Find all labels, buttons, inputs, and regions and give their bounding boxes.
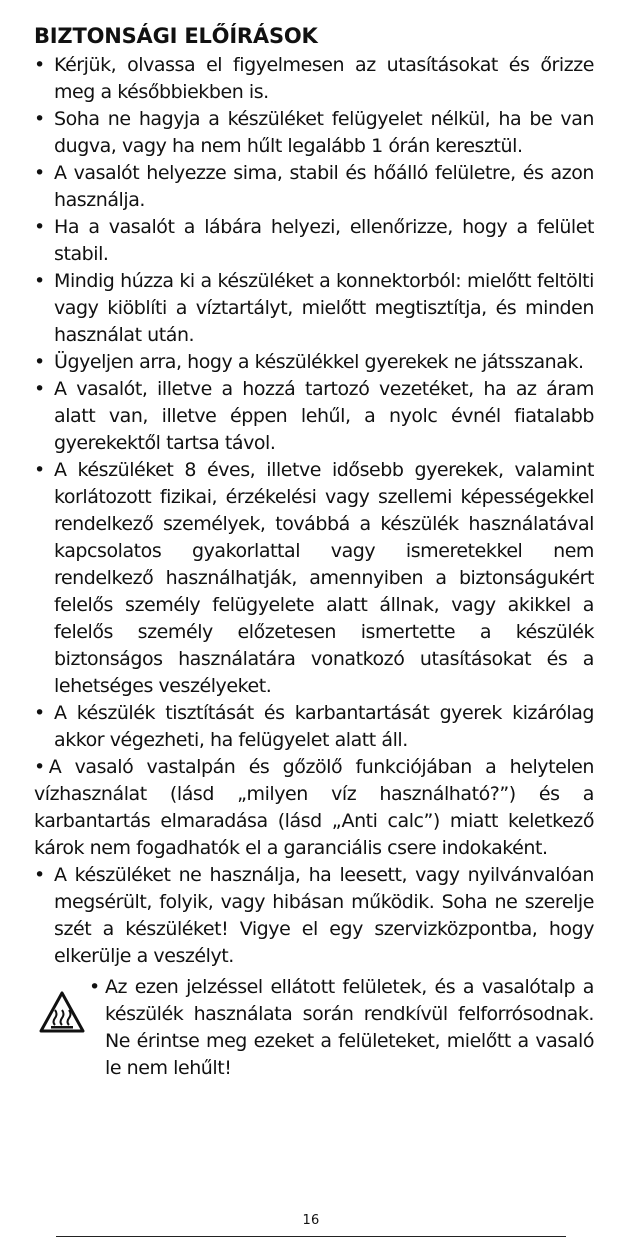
safety-item-text: Soha ne hagyja a készüléket felügyelet nélkül, ha be van dugva, vagy ha nem hűlt legalább 1 órán keresztül. xyxy=(54,108,594,157)
bullet: • xyxy=(34,108,45,130)
bullet: • xyxy=(34,216,45,238)
safety-item-4 xyxy=(34,214,594,268)
page-title: BIZTONSÁGI ELŐÍRÁSOK xyxy=(34,24,318,48)
bullet: • xyxy=(34,756,45,778)
safety-item-text: A készüléket 8 éves, illetve idősebb gyerekek, valamint korlátozott fizikai, érzékelési vagy szellemi képességekkel rendelkező személyek, továbbá a készülék használatával kapcsolatos gyakorlattal vagy ismeretekkel nem rendelkező használhatják, amennyiben a biztonságukért felelős személy felügyelete alatt állnak, vagy akikkel a felelős személy előzetesen ismertette a készülék biztonságos használatára vonatkozó utasításokat és a lehetséges veszélyeket. xyxy=(54,459,594,697)
safety-item-text: A vasalót, illetve a hozzá tartozó vezetéket, ha az áram alatt van, illetve éppen lehűl, a nyolc évnél fiatalabb gyerekektől tartsa távol. xyxy=(54,378,594,454)
hot-surface-warning-text: Az ezen jelzéssel ellátott felületek, és a vasalótalp a készülék használata során rendkívül felforrósodnak. Ne érintse meg ezeket a felületeket, mielőtt a vasaló le nem lehűlt! xyxy=(105,976,594,1079)
safety-instructions xyxy=(34,22,594,1104)
safety-item-text: Mindig húzza ki a készüléket a konnektorból: mielőtt feltölti vagy kiöblíti a víztartályt, mielőtt megtisztítja, és minden használat után. xyxy=(54,270,594,346)
safety-item-12 xyxy=(89,974,594,1082)
safety-item-1 xyxy=(34,52,594,106)
bullet: • xyxy=(34,702,45,724)
footer-divider xyxy=(56,1236,566,1237)
safety-item-5 xyxy=(34,268,594,349)
safety-item-7 xyxy=(34,376,594,457)
hot-surface-warning xyxy=(34,974,594,1104)
bullet: • xyxy=(34,378,45,400)
safety-item-text: Kérjük, olvassa el figyelmesen az utasításokat és őrizze meg a későbbiekben is. xyxy=(54,54,594,103)
bullet: • xyxy=(89,976,100,998)
safety-item-text: Ügyeljen arra, hogy a készülékkel gyerekek ne játsszanak. xyxy=(54,351,584,373)
safety-item-8 xyxy=(34,457,594,700)
hot-surface-warning-icon xyxy=(38,990,86,1034)
bullet: • xyxy=(34,351,45,373)
safety-item-text: A vasalót helyezze sima, stabil és hőálló felületre, és azon használja. xyxy=(54,162,594,211)
safety-item-text: A készüléket ne használja, ha leesett, vagy nyilvánvalóan megsérült, folyik, vagy hibásan működik. Soha ne szerelje szét a készüléket! Vigye el egy szervizközpontba, hogy elkerülje a veszélyt. xyxy=(54,864,594,967)
bullet: • xyxy=(34,459,45,481)
safety-item-text: Ha a vasalót a lábára helyezi, ellenőrizze, hogy a felület stabil. xyxy=(54,216,594,265)
safety-item-9 xyxy=(34,700,594,754)
safety-item-10 xyxy=(34,754,594,862)
safety-item-2 xyxy=(34,106,594,160)
safety-item-6 xyxy=(34,349,594,376)
bullet: • xyxy=(34,54,45,76)
safety-item-text: A készülék tisztítását és karbantartását gyerek kizárólag akkor végezheti, ha felügyelet alatt áll. xyxy=(54,702,594,751)
bullet: • xyxy=(34,270,45,292)
safety-item-3 xyxy=(34,160,594,214)
safety-item-11 xyxy=(34,862,594,970)
safety-item-text: A vasaló vastalpán és gőzölő funkciójában a helytelen vízhasználat (lásd „milyen víz használható?”) és a karbantartás elmaradása (lásd „Anti calc”) miatt keletkező károk nem fogadhatók el a garanciális csere indokaként. xyxy=(34,756,594,859)
bullet: • xyxy=(34,162,45,184)
page-number: 16 xyxy=(302,1213,320,1228)
bullet: • xyxy=(34,864,45,886)
